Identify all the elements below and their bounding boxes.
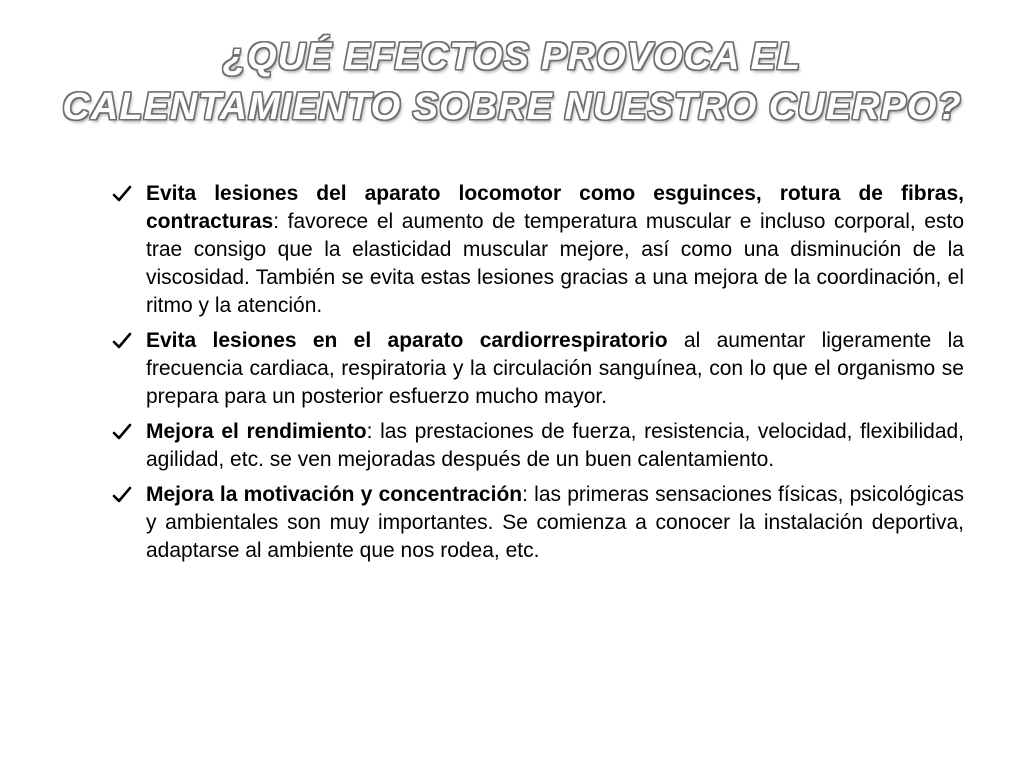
list-item xyxy=(112,180,964,320)
list-item xyxy=(112,481,964,565)
list-item xyxy=(112,418,964,474)
bullet-text xyxy=(146,180,964,320)
bullet-body-text: : las prestaciones de fuerza, resistencia, velocidad, flexibilidad, agilidad, etc. se ven mejoradas después de un buen calentamiento. xyxy=(146,420,965,471)
check-icon xyxy=(112,180,146,208)
bullet-body-text: : favorece el aumento de temperatura muscular e incluso corporal, esto trae consigo que la elasticidad muscular mejore, así como una disminución de la viscosidad. También se evita estas lesiones gracias a una mejora de la coordinación, el ritmo y la atención. xyxy=(146,210,964,317)
bullet-body-text: : las primeras sensaciones físicas, psicológicas y ambientales son muy importantes. Se comienza a conocer la instalación deportiva, adaptarse al ambiente que nos rodea, etc. xyxy=(146,483,964,562)
bullet-text xyxy=(146,481,964,565)
bullet-text xyxy=(146,327,964,411)
check-icon xyxy=(112,327,146,355)
slide-title-line-2: CALENTAMIENTO SOBRE NUESTRO CUERPO? xyxy=(62,86,962,128)
check-icon xyxy=(112,481,146,509)
bullet-bold-text: Evita lesiones en el aparato cardiorrespiratorio xyxy=(146,329,668,352)
bullet-bold-text: Evita lesiones del aparato locomotor como esguinces, rotura de fibras, contracturas xyxy=(146,182,964,233)
slide-title-line-1: ¿QUÉ EFECTOS PROVOCA EL xyxy=(222,36,802,78)
list-item xyxy=(112,327,964,411)
check-icon xyxy=(112,418,146,446)
slide-title xyxy=(40,32,984,132)
bullet-list xyxy=(112,180,964,572)
bullet-bold-text: Mejora el rendimiento xyxy=(146,420,367,443)
bullet-body-text: al aumentar ligeramente la frecuencia cardiaca, respiratoria y la circulación sanguínea, con lo que el organismo se prepara para un posterior esfuerzo mucho mayor. xyxy=(146,329,964,408)
bullet-text xyxy=(146,418,964,474)
bullet-bold-text: Mejora la motivación y concentración xyxy=(146,483,523,506)
